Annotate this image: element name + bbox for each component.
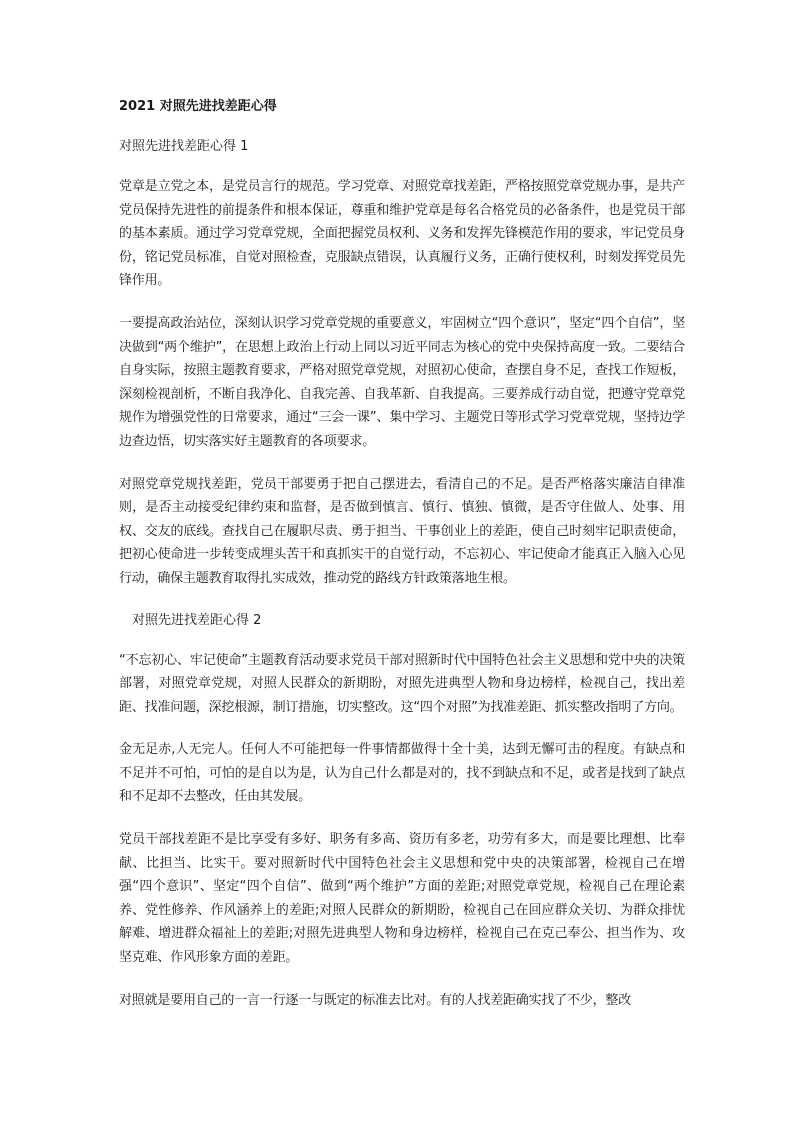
section-2-paragraph-3: 党员干部找差距不是比享受有多好、职务有多高、资历有多老，功劳有多大，而是要比理想、比奉献、比担当、比实干。要对照新时代中国特色社会主义思想和党中央的决策部署，检视自己在增强“四个意识”、坚定“四个自信”、做到“两个维护”方面的差距;对照党章党规，检视自己在理论素养、党性修养、作风涵养上的差距;对照人民群众的新期盼，检视自己在回应群众关切、为群众排忧解难、增进群众福祉上的差距;对照先进典型人物和身边榜样，检视自己在克己奉公、担当作为、攻坚克难、作风形象方面的差距。 — [119, 832, 685, 966]
section-2-paragraph-1: “不忘初心、牢记使命”主题教育活动要求党员干部对照新时代中国特色社会主义思想和党中央的决策部署，对照党章党规，对照人民群众的新期盼，对照先进典型人物和身边榜样，检视自己，找出差距、找准问题，深挖根源，制订措施，切实整改。这“四个对照”为找准差距、抓实整改指明了方向。 — [119, 652, 685, 715]
section-1-heading: 对照先进找差距心得 1 — [119, 139, 249, 154]
document-title: 2021 对照先进找差距心得 — [119, 99, 277, 114]
section-2-paragraph-4: 对照就是要用自己的一言一行逐一与既定的标准去比对。有的人找差距确实找了不少，整改 — [119, 992, 632, 1008]
section-2-paragraph-2: 金无足赤,人无完人。任何人不可能把每一件事情都做得十全十美，达到无懈可击的程度。有缺点和不足并不可怕，可怕的是自以为是，认为自己什么都是对的，找不到缺点和不足，或者是找到了缺点和不足却不去整改，任由其发展。 — [119, 742, 685, 805]
section-2-heading: 对照先进找差距心得 2 — [132, 612, 262, 628]
document-page — [119, 96, 685, 1012]
section-1-paragraph-3: 对照党章党规找差距，党员干部要勇于把自己摆进去，看清自己的不足。是否严格落实廉洁自律准则，是否主动接受纪律约束和监督，是否做到慎言、慎行、慎独、慎微，是否守住做人、处事、用权、交友的底线。查找自己在履职尽责、勇于担当、干事创业上的差距，使自己时刻牢记职责使命，把初心使命进一步转变成埋头苦干和真抓实干的自觉行动，不忘初心、牢记使命才能真正入脑入心见行动，确保主题教育取得扎实成效，推动党的路线方针政策落地生根。 — [119, 476, 685, 586]
section-1-paragraph-1: 党章是立党之本，是党员言行的规范。学习党章、对照党章找差距，严格按照党章党规办事，是共产党员保持先进性的前提条件和根本保证，尊重和维护党章是每名合格党员的必备条件，也是党员干部的基本素质。通过学习党章党规，全面把握党员权利、义务和发挥先锋模范作用的要求，牢记党员身份，铭记党员标准，自觉对照检查，克服缺点错误，认真履行义务，正确行使权利，时刻发挥党员先锋作用。 — [119, 179, 685, 289]
section-1-paragraph-2: 一要提高政治站位，深刻认识学习党章党规的重要意义，牢固树立“四个意识”，坚定“四个自信”，坚决做到“两个维护”，在思想上政治上行动上同以习近平同志为核心的党中央保持高度一致。二要结合自身实际，按照主题教育要求，严格对照党章党规，对照初心使命，查摆自身不足，查找工作短板，深刻检视剖析，不断自我净化、自我完善、自我革新、自我提高。三要养成行动自觉，把遵守党章党规作为增强党性的日常要求，通过“三会一课”、集中学习、主题党日等形式学习党章党规，坚持边学边查边悟，切实落实好主题教育的各项要求。 — [119, 315, 685, 449]
